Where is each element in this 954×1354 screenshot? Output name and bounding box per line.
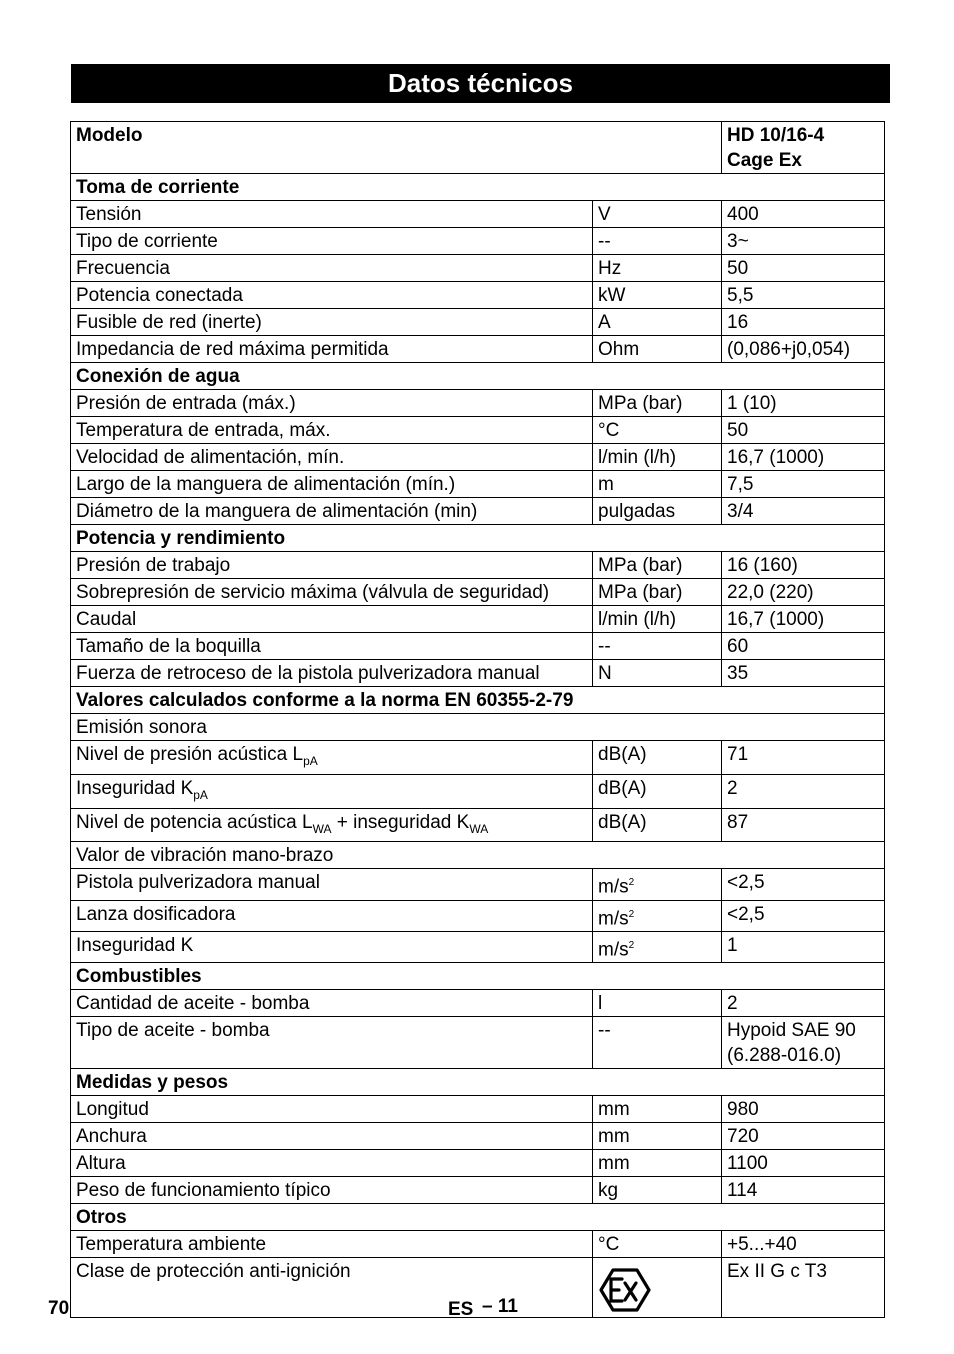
subsection-title: Valor de vibración mano-brazo — [71, 842, 885, 869]
row-unit: MPa (bar) — [593, 579, 722, 606]
row-value: 60 — [722, 633, 885, 660]
row-label: Altura — [71, 1150, 593, 1177]
row-label: Tipo de corriente — [71, 228, 593, 255]
table-row — [71, 471, 885, 498]
row-value: 3/4 — [722, 498, 885, 525]
row-unit: dB(A) — [593, 741, 722, 775]
row-value: <2,5 — [722, 869, 885, 900]
row-value: 87 — [722, 808, 885, 842]
row-label: Peso de funcionamiento típico — [71, 1177, 593, 1204]
row-unit: -- — [593, 1017, 722, 1069]
subsection-title: Emisión sonora — [71, 714, 885, 741]
row-unit: pulgadas — [593, 498, 722, 525]
row-unit: Ohm — [593, 336, 722, 363]
row-value: 2 — [722, 990, 885, 1017]
table-row — [71, 869, 885, 900]
row-value: 1 — [722, 932, 885, 963]
table-row — [71, 1177, 885, 1204]
table-row — [71, 444, 885, 471]
row-value: Ex II G c T3 — [722, 1258, 885, 1318]
ex-atex-icon — [598, 1267, 652, 1313]
section-title: Medidas y pesos — [71, 1069, 885, 1096]
row-unit: °C — [593, 417, 722, 444]
row-value: 16,7 (1000) — [722, 444, 885, 471]
row-label: Caudal — [71, 606, 593, 633]
section-title: Combustibles — [71, 963, 885, 990]
row-unit: $m/s^2$ — [593, 932, 722, 963]
subsection-header — [71, 714, 885, 741]
row-label: Anchura — [71, 1123, 593, 1150]
table-row — [71, 990, 885, 1017]
row-value: 3~ — [722, 228, 885, 255]
table-row — [71, 309, 885, 336]
row-value: 2 — [722, 774, 885, 808]
row-value: 16 — [722, 309, 885, 336]
row-unit: -- — [593, 633, 722, 660]
row-unit — [593, 1258, 722, 1318]
row-value: 22,0 (220) — [722, 579, 885, 606]
table-row — [71, 579, 885, 606]
row-unit: mm — [593, 1150, 722, 1177]
model-label: Modelo — [71, 122, 722, 174]
table-row — [71, 606, 885, 633]
row-label: Impedancia de red máxima permitida — [71, 336, 593, 363]
row-value: +5...+40 — [722, 1231, 885, 1258]
row-label: Clase de protección anti-ignición — [71, 1258, 593, 1318]
row-unit: kW — [593, 282, 722, 309]
row-label: Longitud — [71, 1096, 593, 1123]
section-page-number: – 11 — [482, 1296, 518, 1317]
table-row — [71, 1258, 885, 1318]
row-label: Velocidad de alimentación, mín. — [71, 444, 593, 471]
row-unit: dB(A) — [593, 808, 722, 842]
row-label: Nivel de presión acústica $L_{pA}$ — [71, 741, 593, 775]
section-header — [71, 1204, 885, 1231]
row-unit: V — [593, 201, 722, 228]
row-value: 1100 — [722, 1150, 885, 1177]
table-row — [71, 741, 885, 775]
row-value: 35 — [722, 660, 885, 687]
table-row — [71, 1150, 885, 1177]
row-value: 5,5 — [722, 282, 885, 309]
section-header — [71, 687, 885, 714]
row-value: 980 — [722, 1096, 885, 1123]
row-unit: Hz — [593, 255, 722, 282]
row-label: Sobrepresión de servicio máxima (válvula de seguridad) — [71, 579, 593, 606]
row-value: 400 — [722, 201, 885, 228]
row-label: Fusible de red (inerte) — [71, 309, 593, 336]
row-unit: l/min (l/h) — [593, 606, 722, 633]
row-value: 720 — [722, 1123, 885, 1150]
table-row — [71, 282, 885, 309]
row-value: 7,5 — [722, 471, 885, 498]
section-title: Conexión de agua — [71, 363, 885, 390]
table-row — [71, 900, 885, 931]
section-header — [71, 174, 885, 201]
row-label: Temperatura de entrada, máx. — [71, 417, 593, 444]
row-label: Inseguridad K — [71, 932, 593, 963]
subsection-header — [71, 842, 885, 869]
row-value: 16 (160) — [722, 552, 885, 579]
row-value: (0,086+j0,054) — [722, 336, 885, 363]
row-unit: m — [593, 471, 722, 498]
section-header — [71, 1069, 885, 1096]
row-unit: kg — [593, 1177, 722, 1204]
row-value: 71 — [722, 741, 885, 775]
model-value: HD 10/16-4 Cage Ex — [722, 122, 885, 174]
row-value: Hypoid SAE 90 (6.288-016.0) — [722, 1017, 885, 1069]
row-unit: $m/s^2$ — [593, 900, 722, 931]
row-value: 114 — [722, 1177, 885, 1204]
page-title: Datos técnicos — [71, 64, 890, 103]
table-row — [71, 774, 885, 808]
section-header — [71, 963, 885, 990]
section-header — [71, 363, 885, 390]
row-value: 50 — [722, 255, 885, 282]
row-unit: l/min (l/h) — [593, 444, 722, 471]
row-label: Frecuencia — [71, 255, 593, 282]
row-value: 1 (10) — [722, 390, 885, 417]
table-row — [71, 201, 885, 228]
row-unit: dB(A) — [593, 774, 722, 808]
row-label: Tipo de aceite - bomba — [71, 1017, 593, 1069]
table-row — [71, 552, 885, 579]
table-row — [71, 228, 885, 255]
table-row — [71, 498, 885, 525]
row-unit: mm — [593, 1096, 722, 1123]
table-row — [71, 1123, 885, 1150]
row-unit: -- — [593, 228, 722, 255]
table-row — [71, 1231, 885, 1258]
row-value: 16,7 (1000) — [722, 606, 885, 633]
section-title: Toma de corriente — [71, 174, 885, 201]
row-label: Presión de entrada (máx.) — [71, 390, 593, 417]
row-label: Tamaño de la boquilla — [71, 633, 593, 660]
table-row — [71, 932, 885, 963]
row-label: Temperatura ambiente — [71, 1231, 593, 1258]
row-label: Pistola pulverizadora manual — [71, 869, 593, 900]
row-unit: N — [593, 660, 722, 687]
row-unit: °C — [593, 1231, 722, 1258]
row-label: Diámetro de la manguera de alimentación (min) — [71, 498, 593, 525]
row-label: Lanza dosificadora — [71, 900, 593, 931]
table-row — [71, 1096, 885, 1123]
row-unit: MPa (bar) — [593, 390, 722, 417]
row-label: Cantidad de aceite - bomba — [71, 990, 593, 1017]
row-label: Inseguridad $K_{pA}$ — [71, 774, 593, 808]
table-row — [71, 417, 885, 444]
section-title: Valores calculados conforme a la norma EN 60355-2-79 — [71, 687, 885, 714]
table-row — [71, 1017, 885, 1069]
row-label: Presión de trabajo — [71, 552, 593, 579]
row-unit: mm — [593, 1123, 722, 1150]
model-row — [71, 122, 885, 174]
table-row — [71, 633, 885, 660]
table-row — [71, 255, 885, 282]
section-title: Otros — [71, 1204, 885, 1231]
row-label: Largo de la manguera de alimentación (mín.) — [71, 471, 593, 498]
row-unit: A — [593, 309, 722, 336]
row-label: Nivel de potencia acústica $L_{WA}$ + inseguridad $K_{WA}$ — [71, 808, 593, 842]
section-header — [71, 525, 885, 552]
row-unit: MPa (bar) — [593, 552, 722, 579]
row-label: Fuerza de retroceso de la pistola pulverizadora manual — [71, 660, 593, 687]
technical-data-table — [70, 121, 885, 1318]
table-row — [71, 336, 885, 363]
row-unit: $m/s^2$ — [593, 869, 722, 900]
table-row — [71, 660, 885, 687]
language-code: ES — [448, 1299, 474, 1320]
table-row — [71, 808, 885, 842]
section-title: Potencia y rendimiento — [71, 525, 885, 552]
row-value: 50 — [722, 417, 885, 444]
row-label: Tensión — [71, 201, 593, 228]
row-label: Potencia conectada — [71, 282, 593, 309]
row-value: <2,5 — [722, 900, 885, 931]
row-unit: l — [593, 990, 722, 1017]
page-number: 70 — [48, 1298, 70, 1319]
table-row — [71, 390, 885, 417]
